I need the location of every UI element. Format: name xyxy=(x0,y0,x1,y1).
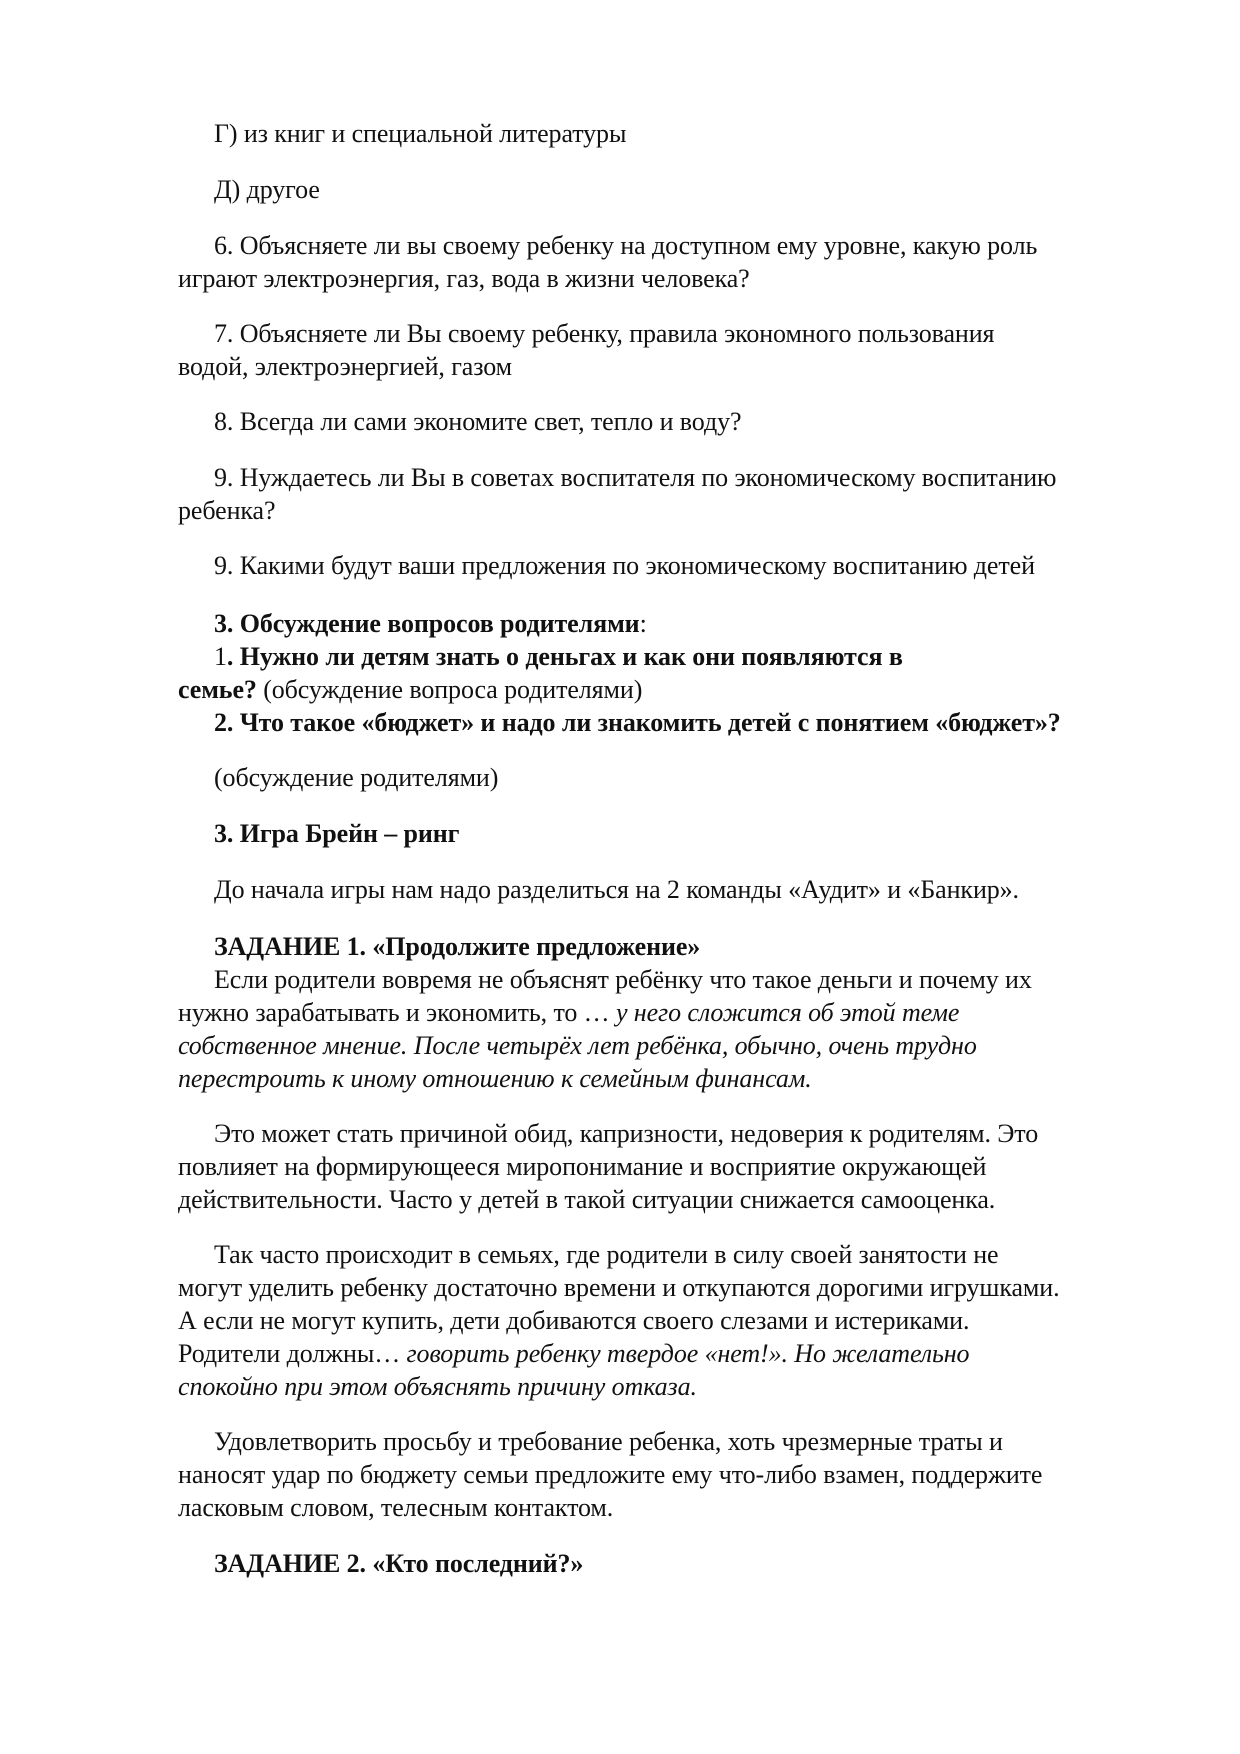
paragraph-2-line-3: А если не могут купить, дети добиваются своего слезами и истериками. xyxy=(178,1306,970,1335)
question-9b: 9. Какими будут ваши предложения по экономическому воспитанию детей xyxy=(214,551,1035,580)
section-3-heading-text: 3. Обсуждение вопросов родителями xyxy=(214,609,640,638)
task-1-line-2 xyxy=(178,997,959,1029)
discussion-q1-text: . Нужно ли детям знать о деньгах и как они появляются в xyxy=(226,642,903,671)
task-2-heading: ЗАДАНИЕ 2. «Кто последний?» xyxy=(214,1549,584,1578)
paragraph-3-line-3: ласковым словом, телесным контактом. xyxy=(178,1493,614,1522)
paragraph-1-line-1: Это может стать причиной обид, капризности, недоверия к родителям. Это xyxy=(214,1119,1039,1148)
discussion-q2: 2. Что такое «бюджет» и надо ли знакомить детей с понятием «бюджет»? xyxy=(214,708,1061,737)
section-3-heading-colon: : xyxy=(639,609,647,638)
question-6-line-2: играют электроэнергия, газ, вода в жизни человека? xyxy=(178,264,750,293)
discussion-q1-note: (обсуждение вопроса родителями) xyxy=(256,675,643,704)
section-3-heading xyxy=(214,608,647,640)
paragraph-1-line-2: повлияет на формирующееся миропонимание и восприятие окружающей xyxy=(178,1152,987,1181)
task-1-line-3: собственное мнение. После четырёх лет ребёнка, обычно, очень трудно xyxy=(178,1031,977,1060)
paragraph-2-line-4 xyxy=(178,1338,969,1370)
question-9-line-2: ребенка? xyxy=(178,496,276,525)
game-intro: До начала игры нам надо разделиться на 2 команды «Аудит» и «Банкир». xyxy=(214,875,1019,904)
paragraph-2-line-2: могут уделить ребенку достаточно времени и откупаются дорогими игрушками. xyxy=(178,1273,1060,1302)
discussion-q1-number: 1 xyxy=(214,642,227,671)
task-1-line-4: перестроить к иному отношению к семейным финансам. xyxy=(178,1064,812,1093)
paragraph-3-line-1: Удовлетворить просьбу и требование ребенка, хоть чрезмерные траты и xyxy=(214,1427,1003,1456)
question-7-line-2: водой, электроэнергией, газом xyxy=(178,352,513,381)
task-1-answer-start: у него сложится об этой теме xyxy=(609,998,960,1027)
question-7-line-1: 7. Объясняете ли Вы своему ребенку, правила экономного пользования xyxy=(214,319,995,348)
game-heading: 3. Игра Брейн – ринг xyxy=(214,819,460,848)
paragraph-1-line-3: действительности. Часто у детей в такой ситуации снижается самооценка. xyxy=(178,1185,996,1214)
question-8: 8. Всегда ли сами экономите свет, тепло и воду? xyxy=(214,407,742,436)
discussion-q2-note: (обсуждение родителями) xyxy=(214,763,499,792)
task-1-prompt: нужно зарабатывать и экономить, то … xyxy=(178,998,610,1027)
question-6-line-1: 6. Объясняете ли вы своему ребенку на доступном ему уровне, какую роль xyxy=(214,231,1038,260)
paragraph-2-prompt: Родители должны… xyxy=(178,1339,401,1368)
paragraph-3-line-2: наносят удар по бюджету семьи предложите ему что-либо взамен, поддержите xyxy=(178,1460,1043,1489)
task-1-line-1: Если родители вовремя не объяснят ребёнку что такое деньги и почему их xyxy=(214,965,1032,994)
paragraph-2-line-5: спокойно при этом объяснять причину отказа. xyxy=(178,1372,697,1401)
question-9-line-1: 9. Нуждаетесь ли Вы в советах воспитателя по экономическому воспитанию xyxy=(214,463,1057,492)
answer-option-d: Д) другое xyxy=(214,175,320,204)
discussion-q1-line-2 xyxy=(178,674,642,706)
discussion-q1-end: семье? xyxy=(178,675,257,704)
paragraph-2-line-1: Так часто происходит в семьях, где родители в силу своей занятости не xyxy=(214,1240,999,1269)
discussion-q1-line-1 xyxy=(214,641,903,673)
answer-option-g: Г) из книг и специальной литературы xyxy=(214,119,627,148)
task-1-heading: ЗАДАНИЕ 1. «Продолжите предложение» xyxy=(214,932,701,961)
paragraph-2-answer-start: говорить ребенку твердое «нет!». Но желательно xyxy=(400,1339,970,1368)
